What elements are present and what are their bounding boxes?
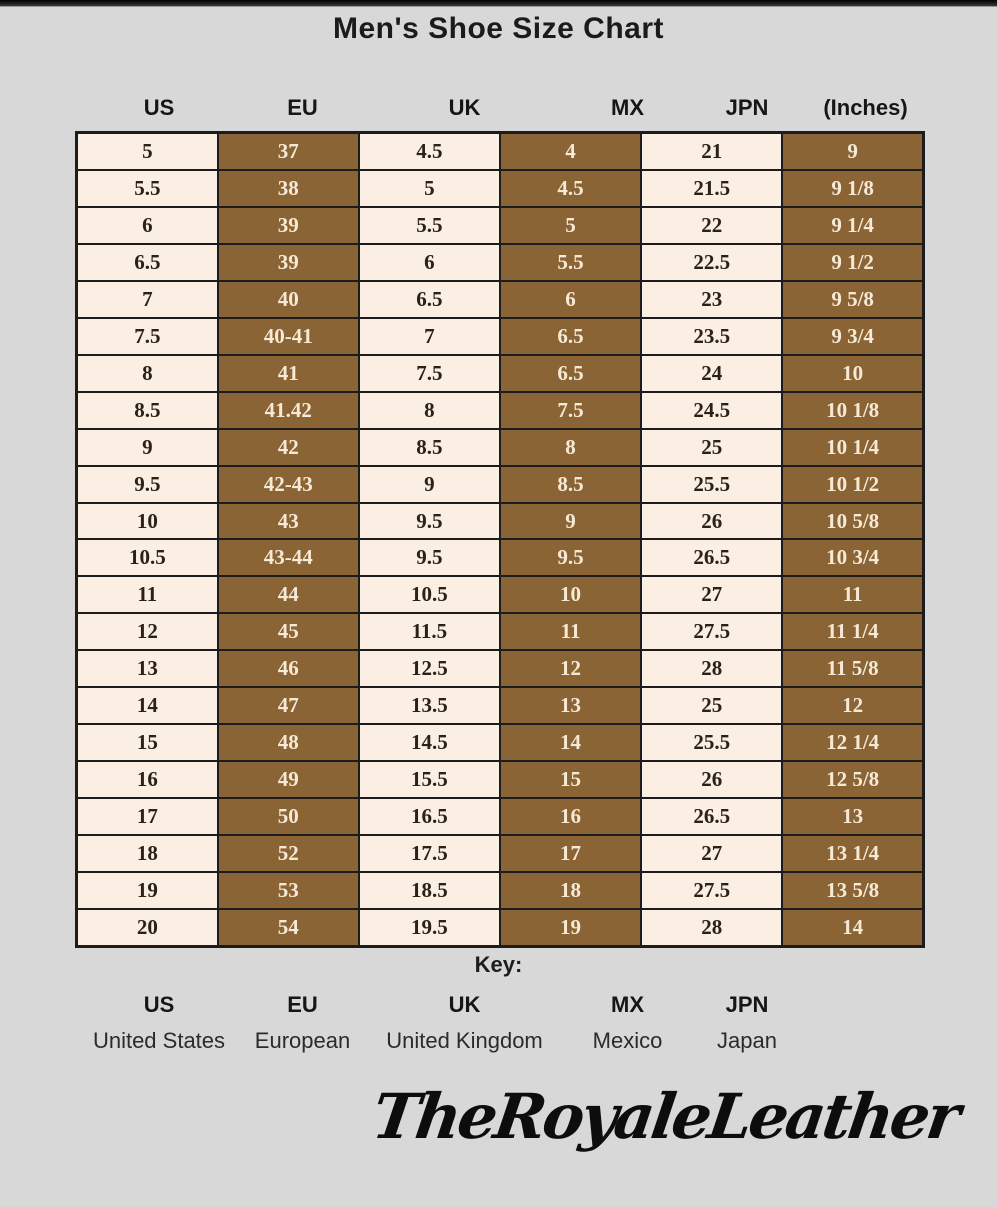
table-row	[77, 761, 924, 798]
cell-us: 8	[77, 355, 218, 392]
cell-us: 10	[77, 503, 218, 540]
cell-uk: 16.5	[359, 798, 500, 835]
cell-inches: 9 1/8	[782, 170, 923, 207]
cell-inches: 12 1/4	[782, 724, 923, 761]
cell-uk: 12.5	[359, 650, 500, 687]
cell-eu: 39	[218, 207, 359, 244]
table-row	[77, 133, 924, 171]
cell-uk: 8	[359, 392, 500, 429]
key-abbr-eu: EU	[287, 992, 318, 1017]
key-abbr-row	[75, 992, 925, 1018]
cell-mx: 8.5	[500, 466, 641, 503]
cell-uk: 8.5	[359, 429, 500, 466]
table-row	[77, 872, 924, 909]
cell-eu: 39	[218, 244, 359, 281]
cell-eu: 53	[218, 872, 359, 909]
cell-mx: 5	[500, 207, 641, 244]
cell-mx: 16	[500, 798, 641, 835]
cell-mx: 7.5	[500, 392, 641, 429]
cell-us: 11	[77, 576, 218, 613]
cell-uk: 19.5	[359, 909, 500, 947]
cell-inches: 9	[782, 133, 923, 171]
cell-us: 9	[77, 429, 218, 466]
cell-uk: 11.5	[359, 613, 500, 650]
cell-us: 15	[77, 724, 218, 761]
cell-inches: 11	[782, 576, 923, 613]
cell-inches: 10 3/4	[782, 539, 923, 576]
cell-eu: 45	[218, 613, 359, 650]
cell-inches: 13 5/8	[782, 872, 923, 909]
cell-inches: 9 5/8	[782, 281, 923, 318]
cell-jpn: 25.5	[641, 724, 782, 761]
cell-mx: 4	[500, 133, 641, 171]
cell-eu: 47	[218, 687, 359, 724]
cell-us: 6.5	[77, 244, 218, 281]
cell-mx: 6	[500, 281, 641, 318]
cell-inches: 13 1/4	[782, 835, 923, 872]
cell-us: 6	[77, 207, 218, 244]
table-row	[77, 207, 924, 244]
cell-jpn: 25	[641, 429, 782, 466]
table-row	[77, 318, 924, 355]
cell-mx: 9	[500, 503, 641, 540]
cell-jpn: 27.5	[641, 872, 782, 909]
cell-uk: 15.5	[359, 761, 500, 798]
column-header-uk: UK	[448, 95, 481, 120]
cell-jpn: 28	[641, 909, 782, 947]
cell-mx: 11	[500, 613, 641, 650]
cell-jpn: 26	[641, 761, 782, 798]
top-border-bar	[0, 0, 997, 7]
table-row	[77, 281, 924, 318]
cell-mx: 6.5	[500, 355, 641, 392]
key-name-us: United States	[92, 1028, 226, 1053]
cell-uk: 9.5	[359, 539, 500, 576]
cell-eu: 50	[218, 798, 359, 835]
cell-inches: 10	[782, 355, 923, 392]
cell-uk: 18.5	[359, 872, 500, 909]
cell-us: 8.5	[77, 392, 218, 429]
cell-eu: 44	[218, 576, 359, 613]
cell-eu: 40	[218, 281, 359, 318]
cell-jpn: 27.5	[641, 613, 782, 650]
cell-eu: 43-44	[218, 539, 359, 576]
cell-jpn: 23.5	[641, 318, 782, 355]
cell-mx: 5.5	[500, 244, 641, 281]
cell-inches: 11 1/4	[782, 613, 923, 650]
cell-uk: 9	[359, 466, 500, 503]
table-row	[77, 392, 924, 429]
cell-mx: 18	[500, 872, 641, 909]
cell-us: 19	[77, 872, 218, 909]
cell-jpn: 25.5	[641, 466, 782, 503]
table-row	[77, 909, 924, 947]
column-header-mx: MX	[611, 95, 644, 120]
cell-jpn: 27	[641, 835, 782, 872]
cell-mx: 17	[500, 835, 641, 872]
key-label: Key:	[474, 952, 523, 977]
page-title: Men's Shoe Size Chart	[332, 12, 665, 45]
cell-eu: 48	[218, 724, 359, 761]
table-row	[77, 687, 924, 724]
table-row	[77, 429, 924, 466]
cell-uk: 4.5	[359, 133, 500, 171]
cell-jpn: 22.5	[641, 244, 782, 281]
key-abbr-uk: UK	[448, 992, 481, 1017]
cell-inches: 10 1/8	[782, 392, 923, 429]
cell-jpn: 23	[641, 281, 782, 318]
cell-us: 20	[77, 909, 218, 947]
key-name-mx: Mexico	[592, 1028, 663, 1053]
cell-jpn: 24.5	[641, 392, 782, 429]
cell-jpn: 24	[641, 355, 782, 392]
cell-uk: 6	[359, 244, 500, 281]
cell-mx: 12	[500, 650, 641, 687]
cell-jpn: 21	[641, 133, 782, 171]
size-chart-table	[75, 131, 925, 948]
cell-mx: 14	[500, 724, 641, 761]
table-row	[77, 724, 924, 761]
cell-mx: 13	[500, 687, 641, 724]
cell-us: 13	[77, 650, 218, 687]
key-abbr-mx: MX	[611, 992, 644, 1017]
cell-mx: 8	[500, 429, 641, 466]
cell-uk: 10.5	[359, 576, 500, 613]
cell-uk: 9.5	[359, 503, 500, 540]
cell-eu: 37	[218, 133, 359, 171]
column-header-jpn: JPN	[725, 95, 769, 120]
cell-inches: 10 1/4	[782, 429, 923, 466]
cell-mx: 6.5	[500, 318, 641, 355]
column-header-inches: (Inches)	[823, 95, 908, 120]
cell-inches: 12 5/8	[782, 761, 923, 798]
cell-eu: 42	[218, 429, 359, 466]
table-row	[77, 576, 924, 613]
cell-us: 5.5	[77, 170, 218, 207]
cell-uk: 5.5	[359, 207, 500, 244]
cell-uk: 7	[359, 318, 500, 355]
table-row	[77, 170, 924, 207]
table-row	[77, 503, 924, 540]
cell-eu: 38	[218, 170, 359, 207]
cell-inches: 11 5/8	[782, 650, 923, 687]
table-row	[77, 355, 924, 392]
table-row	[77, 650, 924, 687]
cell-jpn: 26.5	[641, 539, 782, 576]
cell-eu: 42-43	[218, 466, 359, 503]
key-abbr-jpn: JPN	[725, 992, 769, 1017]
cell-eu: 41	[218, 355, 359, 392]
cell-mx: 4.5	[500, 170, 641, 207]
cell-mx: 15	[500, 761, 641, 798]
column-header-us: US	[143, 95, 175, 120]
key-name-jpn: Japan	[717, 1028, 777, 1053]
cell-inches: 10 1/2	[782, 466, 923, 503]
cell-us: 5	[77, 133, 218, 171]
cell-uk: 6.5	[359, 281, 500, 318]
cell-inches: 9 1/4	[782, 207, 923, 244]
cell-us: 17	[77, 798, 218, 835]
key-abbr-us: US	[143, 992, 175, 1017]
cell-jpn: 26	[641, 503, 782, 540]
column-header-eu: EU	[287, 95, 318, 120]
cell-mx: 19	[500, 909, 641, 947]
cell-mx: 10	[500, 576, 641, 613]
cell-inches: 10 5/8	[782, 503, 923, 540]
key-name-eu: European	[254, 1028, 351, 1053]
cell-jpn: 28	[641, 650, 782, 687]
cell-eu: 46	[218, 650, 359, 687]
key-name-uk: United Kingdom	[386, 1028, 543, 1053]
cell-jpn: 21.5	[641, 170, 782, 207]
cell-jpn: 27	[641, 576, 782, 613]
key-name-row	[75, 1028, 925, 1054]
cell-uk: 7.5	[359, 355, 500, 392]
cell-eu: 43	[218, 503, 359, 540]
cell-uk: 14.5	[359, 724, 500, 761]
cell-us: 7	[77, 281, 218, 318]
table-row	[77, 798, 924, 835]
cell-jpn: 25	[641, 687, 782, 724]
cell-us: 10.5	[77, 539, 218, 576]
cell-jpn: 26.5	[641, 798, 782, 835]
cell-inches: 13	[782, 798, 923, 835]
cell-us: 12	[77, 613, 218, 650]
cell-us: 7.5	[77, 318, 218, 355]
cell-us: 18	[77, 835, 218, 872]
cell-us: 14	[77, 687, 218, 724]
column-header-row	[75, 95, 925, 121]
cell-eu: 40-41	[218, 318, 359, 355]
cell-inches: 9 1/2	[782, 244, 923, 281]
table-row	[77, 613, 924, 650]
cell-eu: 41.42	[218, 392, 359, 429]
table-row	[77, 539, 924, 576]
cell-us: 9.5	[77, 466, 218, 503]
cell-inches: 14	[782, 909, 923, 947]
cell-us: 16	[77, 761, 218, 798]
table-row	[77, 466, 924, 503]
cell-jpn: 22	[641, 207, 782, 244]
cell-eu: 54	[218, 909, 359, 947]
brand-signature: TheRoyaleLeather	[367, 1080, 963, 1153]
cell-eu: 49	[218, 761, 359, 798]
cell-inches: 9 3/4	[782, 318, 923, 355]
table-row	[77, 244, 924, 281]
cell-eu: 52	[218, 835, 359, 872]
table-row	[77, 835, 924, 872]
cell-uk: 17.5	[359, 835, 500, 872]
cell-uk: 13.5	[359, 687, 500, 724]
cell-mx: 9.5	[500, 539, 641, 576]
cell-uk: 5	[359, 170, 500, 207]
cell-inches: 12	[782, 687, 923, 724]
